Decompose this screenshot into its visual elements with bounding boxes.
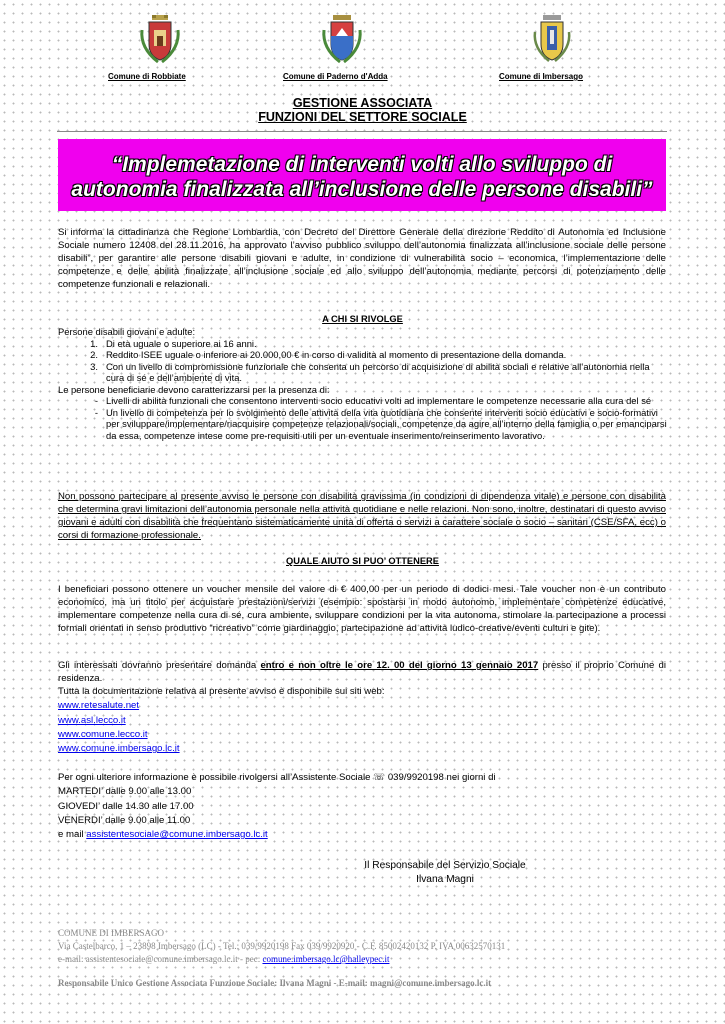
deadline-paragraph <box>58 659 666 685</box>
exclusion-paragraph: Non possono partecipare al presente avviso le persone con disabilità gravissima (in condizioni di dipendenza vitale) e persone con disabilità che determina gravi limitazioni dell’autonomia personale nella attività quotidiane e nelle relazioni. Non sono, inoltre, destinatari di questo avviso giovani e adulti con disabilità che frequentano sistematicamente unità di offerta o servizi a carattere sociale o socio – sanitari (CSE/SFA, ecc) o corsi di formazione professionale. <box>58 491 666 541</box>
banner-title <box>58 152 666 202</box>
divider <box>57 131 667 132</box>
item-text: Reddito ISEE uguale o inferiore ai 20.000,00 € in corso di validità al momento di presentazione della domanda. <box>106 349 567 360</box>
contact-pre: Per ogni ulteriore informazione è possibile rivolgersi all’Assistente Sociale <box>58 772 374 783</box>
item-text: Di età uguale o superiore ai 16 anni. <box>106 337 257 349</box>
link-comune-imbersago[interactable]: www.comune.imbersago.lc.it <box>58 743 180 754</box>
list-item <box>58 338 668 350</box>
bullet-mark: - <box>94 395 98 406</box>
deadline-date: entro e non oltre le ore 12. 00 del giorno 13 gennaio 2017 <box>260 660 539 671</box>
bullet-text: Livelli di abilità funzionali che consentono interventi socio educativi volti ad implementare le competenze necessarie alla cura del sé <box>106 395 652 406</box>
signature-role: Il Responsabile del Servizio Sociale <box>364 860 526 871</box>
crest-label-robbiate: Comune di Robbiate <box>108 72 186 81</box>
schedule-thursday: GIOVEDI’ dalle 14.30 alle 17.00 <box>58 801 194 812</box>
org-line-1: GESTIONE ASSOCIATA <box>292 96 433 110</box>
org-line-2: FUNZIONI DEL SETTORE SOCIALE <box>258 110 467 124</box>
section-heading-target: A CHI SI RIVOLGE <box>322 314 403 324</box>
list-item <box>58 349 668 361</box>
footer-line-3 <box>58 954 389 964</box>
link-comune-lecco[interactable]: www.comune.lecco.it <box>58 729 148 740</box>
list-item <box>58 395 668 407</box>
footer-line-2: Via Castelbarco, 1 – 23898 Imbersago (LC) - Tel.: 039/9920198 Fax 039/9920920 - C.F. 85002420132 P. IVA 00632570131 <box>58 941 506 951</box>
email-label: e mail <box>58 829 87 840</box>
email-link[interactable]: assistentesociale@comune.imbersago.lc.it <box>86 829 268 840</box>
link-asl-lecco[interactable]: www.asl.lecco.it <box>58 715 126 726</box>
intro-paragraph: Si informa la cittadinanza che Regione Lombardia, con Decreto del Direttore Generale della direzione Reddito di Autonomia ed Inclusione Sociale numero 12408 del 28.11.2016, ha approvato l’avviso pubblico sviluppo dell’autonomia finalizzata all’inclusione sociale delle persone disabili”, per garantire alle persone disabili giovani e adulte, in condizione di vulnerabilità socio – economica, l’implementazione delle competenze e delle abilità finalizzate all’inclusione sociale ed allo sviluppo dell’autonomia mediante percorsi di potenziamento delle competenze funzionali e relazionali. <box>58 227 666 290</box>
robbiate-crest-icon <box>138 14 182 66</box>
beneficiary-lead: Le persone beneficiarie devono caratterizzarsi per la presenza di: <box>58 383 330 395</box>
crest-label-paderno: Comune di Paderno d'Adda <box>283 72 388 81</box>
phone-icon: ☏ <box>373 772 386 783</box>
pec-link[interactable]: comune.imbersago.lc@halleypec.it <box>262 954 390 964</box>
org-heading <box>0 96 725 124</box>
aid-paragraph: I beneficiari possono ottenere un voucher mensile del valore di € 400,00 per un periodo di dodici mesi. Tale voucher non è un contributo economico, ma un titolo per acquistare prestazioni/servizi (esempio: spostarsi in modo autonomo, implementare competenze educative, implementare competenze nella cura di sé, cura ambiente, sviluppare condizioni per la vita autonoma, stimolare la partecipazione a processi formali orientati in senso produttivo “ricreativo” come giardinaggio, partecipazione ad attività ludico-creative/eventi culturi e gite). <box>58 584 666 634</box>
bullet-mark: - <box>94 406 98 418</box>
list-item <box>58 361 668 384</box>
footer-email-text: e-mail: assistentesociale@comune.imbersago.lc.it - pec: <box>58 954 263 964</box>
footer-line-1: COMUNE DI IMBERSAGO <box>58 928 165 938</box>
docs-text: Tutta la documentazione relativa al presente avviso è disponibile sui siti web: <box>58 686 385 697</box>
footer-line-4: Responsabile Unico Gestione Associata Funzione Sociale: Ilvana Magni - E-mail: magni@comune.imbersago.lc.it <box>58 978 492 988</box>
item-number: 1. <box>90 337 98 349</box>
deadline-post: presso il proprio Comune di residenza. <box>58 660 666 684</box>
link-retesalute[interactable]: www.retesalute.net <box>58 700 140 711</box>
signature <box>300 859 590 887</box>
schedule-tuesday: MARTEDI’ dalle 9.00 alle 13.00 <box>58 786 192 797</box>
item-text: Con un livello di compromissione funzionale che consenta un percorso di acquisizione di abilità sociali e relative all’autonomia nella cura di sé e dell’ambiente di vita. <box>106 360 650 383</box>
eligibility-lead: Persone disabili giovani e adulte: <box>58 326 196 337</box>
crest-label-imbersago: Comune di Imbersago <box>499 72 584 81</box>
item-number: 2. <box>90 349 98 360</box>
deadline-pre: Gli interessati dovranno presentare domanda <box>58 660 261 671</box>
eligibility-list <box>58 326 668 441</box>
section-heading-aid: QUALE AIUTO SI PUO’ OTTENERE <box>286 556 439 566</box>
contact-info <box>58 772 496 783</box>
list-item <box>58 407 668 442</box>
bullet-text: Un livello di competenza per lo svolgimento delle attività della vita quotidiana che consente interventi socio educativi e socio-formativi per sviluppare/implementare/riacquisire competenze relazionali/sociali, competenze da agire all’interno della famiglia o per emanciparsi da essa, competenze intese come pre-requisiti utili per un eventuale inserimento/reinserimento lavorativo. <box>106 406 667 441</box>
paderno-crest-icon <box>320 14 364 66</box>
item-number: 3. <box>90 360 98 372</box>
signature-name: Ilvana Magni <box>416 874 474 885</box>
banner-line-2: autonomia finalizzata all’inclusione delle persone disabili” <box>71 178 653 201</box>
email-line <box>58 829 268 840</box>
contact-post: 039/9920198 nei giorni di <box>385 772 496 783</box>
imbersago-crest-icon <box>530 14 574 66</box>
banner-line-1: “Implemetazione di interventi volti allo sviluppo di <box>111 153 613 176</box>
schedule-friday: VENERDI’ dalle 9.00 alle 11.00 <box>58 815 191 826</box>
